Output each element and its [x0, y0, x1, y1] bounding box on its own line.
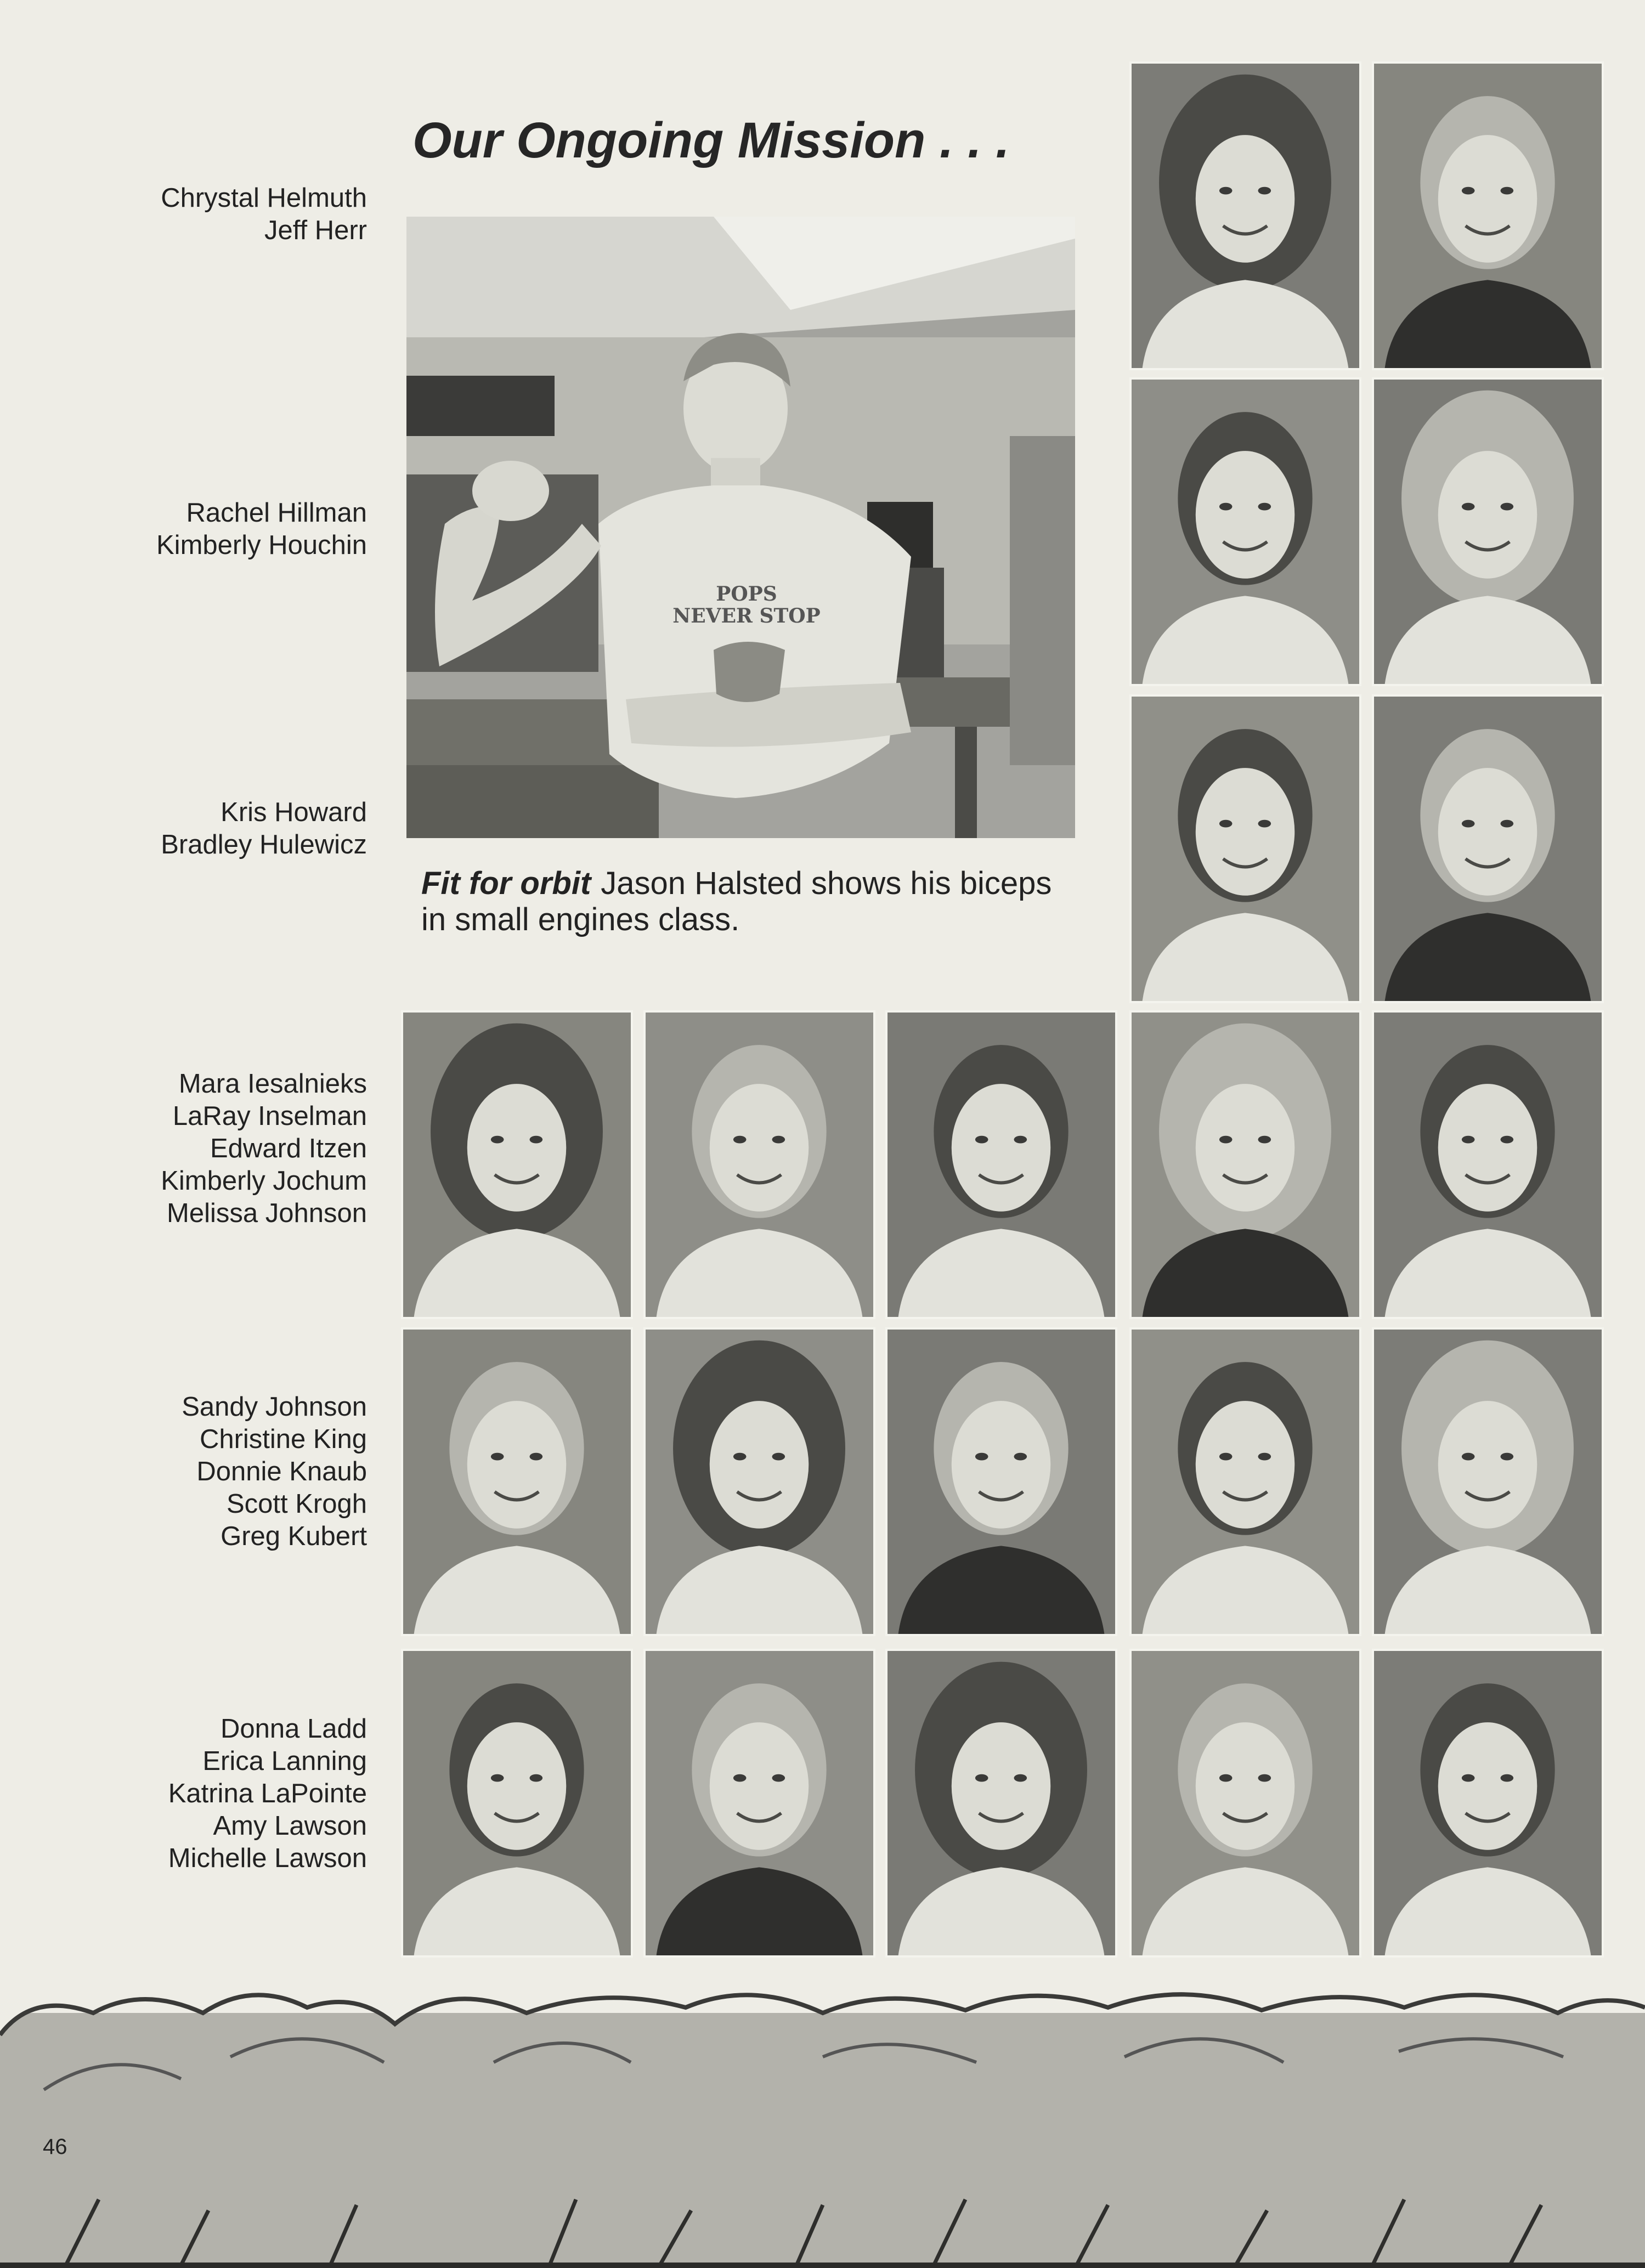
- name-list-row-5: [60, 1391, 367, 1553]
- student-portrait: [401, 1327, 633, 1636]
- student-portrait: [401, 1649, 633, 1958]
- student-portrait: [643, 1010, 875, 1319]
- name-list-row-4: [60, 1068, 367, 1230]
- student-name: Kimberly Jochum: [161, 1166, 367, 1196]
- student-name: Donnie Knaub: [196, 1457, 367, 1486]
- decorative-border: [0, 1969, 1645, 2268]
- student-name: Chrystal Helmuth: [161, 183, 367, 213]
- student-name: Rachel Hillman: [186, 498, 367, 528]
- student-name: Scott Krogh: [226, 1489, 367, 1519]
- name-list-row-6: [60, 1713, 367, 1875]
- student-portrait: [1129, 694, 1361, 1003]
- shirt-text: POPS: [716, 582, 777, 606]
- student-portrait: [1129, 61, 1361, 370]
- student-name: Donna Ladd: [220, 1714, 367, 1744]
- student-portrait: [885, 1010, 1117, 1319]
- student-portrait: [885, 1649, 1117, 1958]
- student-portrait: [1372, 1010, 1604, 1319]
- student-portrait: [643, 1649, 875, 1958]
- caption-lead: Fit for orbit: [421, 866, 591, 901]
- student-portrait: [1129, 1327, 1361, 1636]
- student-name: Kris Howard: [221, 798, 367, 827]
- name-list-row-2: [60, 497, 367, 562]
- student-name: Mara Iesalnieks: [178, 1069, 367, 1099]
- student-name: Melissa Johnson: [167, 1198, 367, 1228]
- page-number: 46: [43, 2135, 67, 2159]
- student-portrait: [1129, 1010, 1361, 1319]
- student-portrait: [1372, 1649, 1604, 1958]
- student-name: Amy Lawson: [213, 1811, 367, 1841]
- name-list-row-3: [60, 796, 367, 861]
- name-list-row-1: [60, 182, 367, 247]
- student-portrait: [1372, 377, 1604, 686]
- photo-caption: [421, 866, 1085, 938]
- student-name: Edward Itzen: [210, 1134, 367, 1163]
- student-name: LaRay Inselman: [172, 1101, 367, 1131]
- student-portrait: [885, 1327, 1117, 1636]
- student-portrait: [401, 1010, 633, 1319]
- featured-photo: [406, 217, 1075, 838]
- student-name: Sandy Johnson: [182, 1392, 367, 1422]
- student-portrait: [1129, 1649, 1361, 1958]
- student-name: Erica Lanning: [202, 1746, 367, 1776]
- student-name: Michelle Lawson: [168, 1843, 367, 1873]
- student-portrait: [1129, 377, 1361, 686]
- student-name: Jeff Herr: [264, 216, 367, 245]
- student-portrait: [1372, 61, 1604, 370]
- caption-body: Jason Halsted shows his biceps in small engines class.: [421, 866, 1052, 937]
- student-name: Katrina LaPointe: [168, 1779, 367, 1808]
- page-title: Our Ongoing Mission . . .: [412, 112, 1010, 168]
- shirt-text: NEVER STOP: [672, 604, 821, 627]
- student-name: Bradley Hulewicz: [161, 830, 367, 859]
- student-name: Christine King: [199, 1424, 367, 1454]
- student-portrait: [1372, 694, 1604, 1003]
- student-portrait: [643, 1327, 875, 1636]
- student-portrait: [1372, 1327, 1604, 1636]
- student-name: Greg Kubert: [221, 1522, 367, 1551]
- student-name: Kimberly Houchin: [156, 530, 367, 560]
